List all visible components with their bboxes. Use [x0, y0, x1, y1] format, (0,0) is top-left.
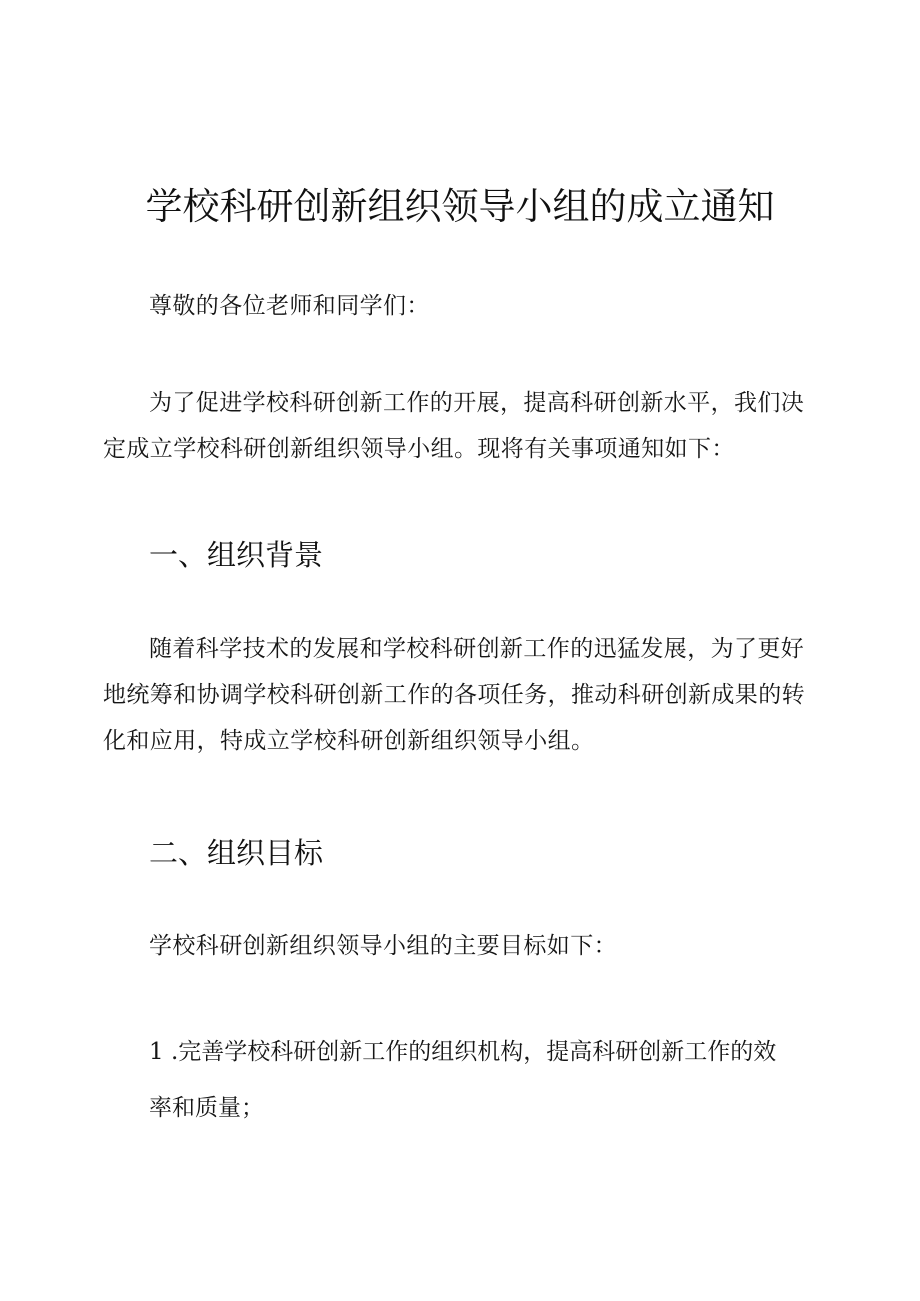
list-item — [103, 1024, 819, 1136]
salutation: 尊敬的各位老师和同学们： — [149, 293, 430, 319]
list-item-number: 1 — [149, 1039, 164, 1065]
background-paragraph: 随着科学技术的发展和学校科研创新工作的迅猛发展，为了更好地统筹和协调学校科研创新工作的各项任务，推动科研创新成果的转化和应用，特成立学校科研创新组织领导小组。 — [103, 636, 805, 754]
list-item-line-1 — [103, 1024, 819, 1080]
goals-intro-paragraph: 学校科研创新组织领导小组的主要目标如下： — [149, 933, 617, 959]
document-title: 学校科研创新组织领导小组的成立通知 — [145, 185, 775, 228]
section-heading-background: 一、组织背景 — [149, 538, 324, 572]
section-heading-goals: 二、组织目标 — [149, 836, 324, 870]
list-item-line-2: 率和质量； — [149, 1095, 264, 1121]
intro-paragraph: 为了促进学校科研创新工作的开展，提高科研创新水平，我们决定成立学校科研创新组织领导小组。现将有关事项通知如下： — [103, 390, 805, 462]
list-item-text: .完善学校科研创新工作的组织机构，提高科研创新工作的效 — [170, 1039, 777, 1065]
